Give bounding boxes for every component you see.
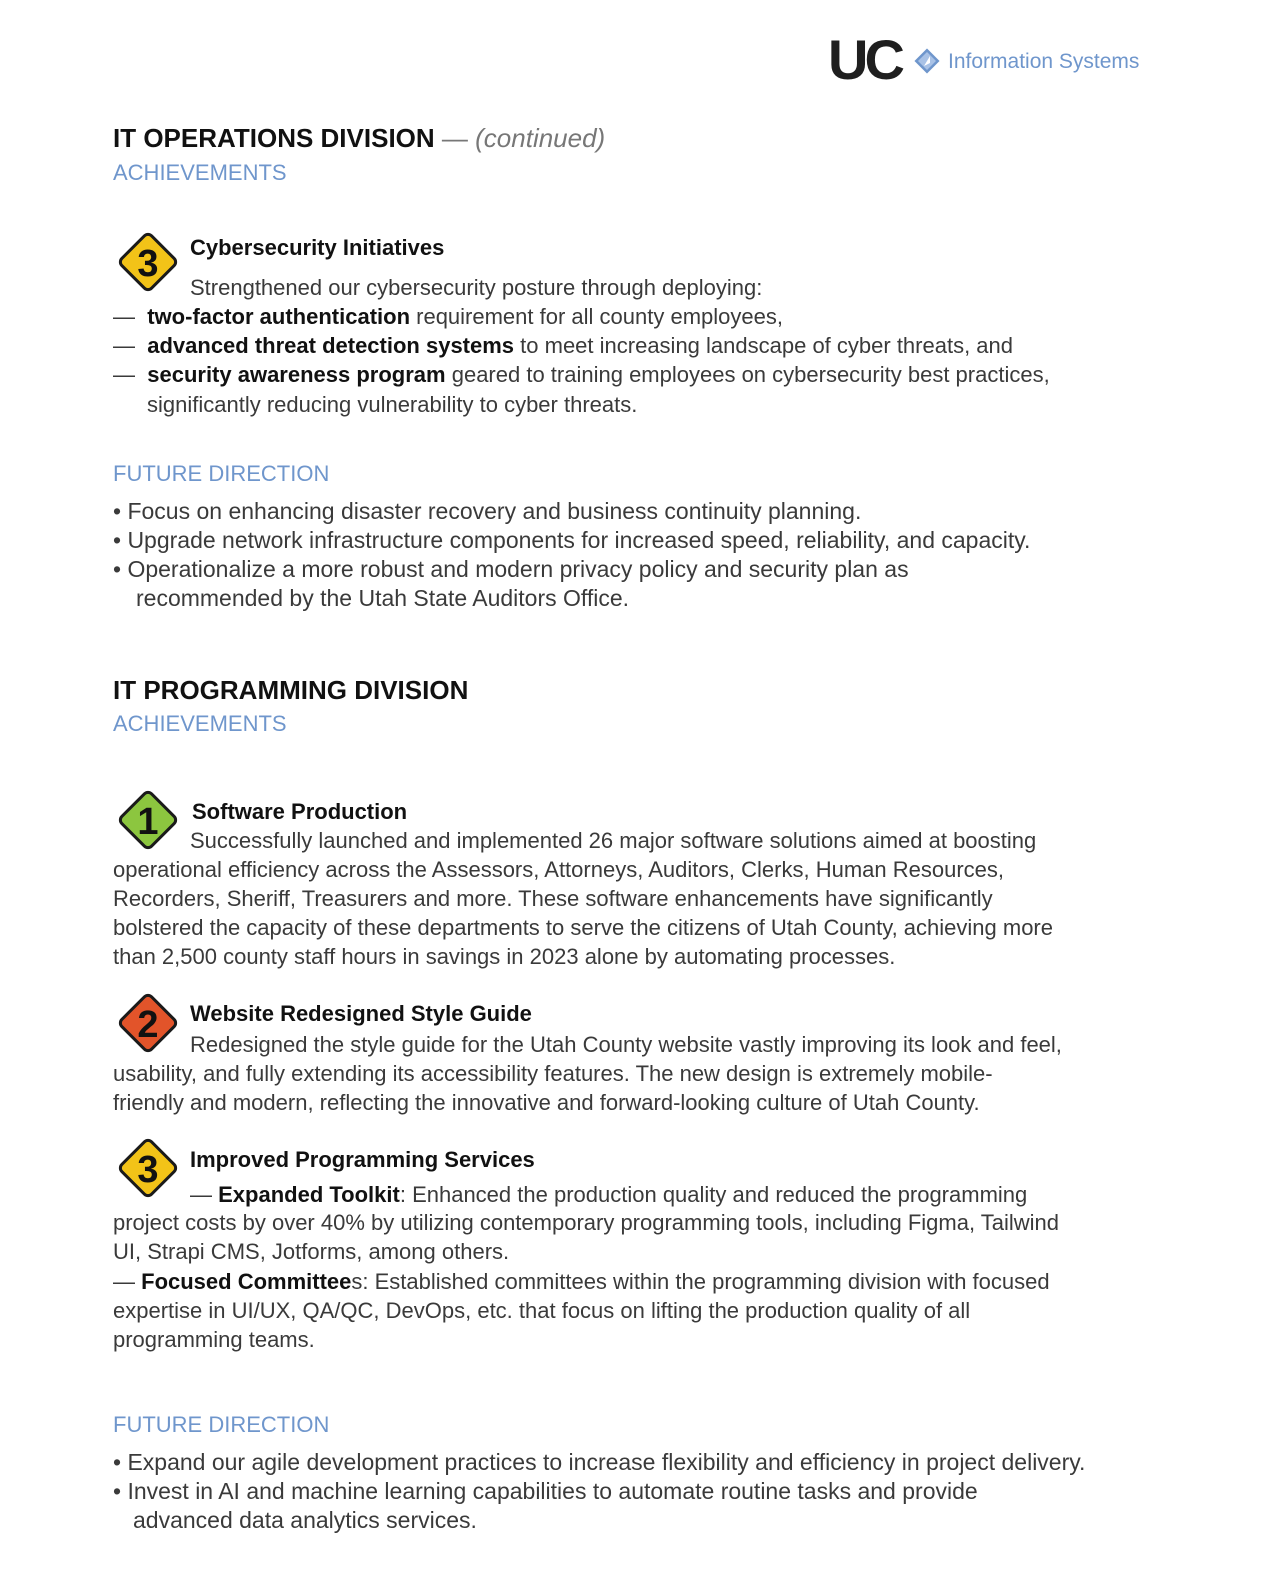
software-line: Recorders, Sheriff, Treasurers and more. These software enhancements have significantly xyxy=(113,886,993,911)
prog-future-label: FUTURE DIRECTION xyxy=(113,1412,330,1437)
toolkit-line xyxy=(190,1180,1027,1209)
committees-dash: — xyxy=(113,1269,142,1294)
ops-title-continued: (continued) xyxy=(475,123,606,153)
bullet-bold: advanced threat detection systems xyxy=(147,333,515,358)
bullet-rest: geared to training employees on cybersecurity best practices, xyxy=(445,362,1050,387)
logo-mark: UC xyxy=(828,28,901,91)
badge-number: 1 xyxy=(137,801,159,843)
diamond-logo-icon xyxy=(912,46,942,76)
committees-rest: s: Established committees within the programming division with focused xyxy=(351,1269,1050,1294)
ops-future-item-cont: recommended by the Utah State Auditors Office. xyxy=(136,585,630,611)
cyber-bullet-3 xyxy=(113,360,1050,389)
toolkit-line: UI, Strapi CMS, Jotforms, among others. xyxy=(113,1239,510,1264)
badge-3-icon xyxy=(112,226,184,298)
toolkit-line: project costs by over 40% by utilizing contemporary programming tools, including Figma, Tailwind xyxy=(113,1210,1060,1235)
website-style-guide-title: Website Redesigned Style Guide xyxy=(190,1001,532,1026)
software-line: operational efficiency across the Assessors, Attorneys, Auditors, Clerks, Human Resources, xyxy=(113,857,1004,882)
cyber-bullet-2 xyxy=(113,331,1013,360)
toolkit-rest: : Enhanced the production quality and reduced the programming xyxy=(399,1182,1028,1207)
ops-future-item: • Upgrade network infrastructure components for increased speed, reliability, and capacity. xyxy=(113,527,1031,553)
committees-line: expertise in UI/UX, QA/QC, DevOps, etc. that focus on lifting the production quality of all xyxy=(113,1298,971,1323)
org-logo xyxy=(828,28,1168,91)
bullet-dash: — xyxy=(113,362,135,387)
toolkit-bold: Expanded Toolkit xyxy=(218,1182,400,1207)
ops-title-text: IT OPERATIONS DIVISION xyxy=(113,123,435,153)
prog-future-item: • Expand our agile development practices to increase flexibility and efficiency in project delivery. xyxy=(113,1449,1086,1475)
cybersecurity-intro: Strengthened our cybersecurity posture through deploying: xyxy=(190,275,763,300)
cyber-bullet-1 xyxy=(113,302,783,331)
programming-services-title: Improved Programming Services xyxy=(190,1147,535,1172)
ops-achievements-label: ACHIEVEMENTS xyxy=(113,160,287,185)
prog-achievements-label: ACHIEVEMENTS xyxy=(113,711,287,736)
prog-future-item: • Invest in AI and machine learning capabilities to automate routine tasks and provide xyxy=(113,1478,978,1504)
badge-1-icon xyxy=(112,784,184,856)
bullet-dash: — xyxy=(113,304,135,329)
ops-future-label: FUTURE DIRECTION xyxy=(113,461,330,486)
bullet-bold: two-factor authentication xyxy=(147,304,411,329)
cyber-bullet-3-cont: significantly reducing vulnerability to cyber threats. xyxy=(147,392,638,417)
prog-future-item-cont: advanced data analytics services. xyxy=(133,1507,477,1533)
ops-division-title xyxy=(113,122,605,154)
badge-number: 3 xyxy=(137,1149,159,1191)
badge-2-icon xyxy=(112,987,184,1059)
bullet-bold: security awareness program xyxy=(147,362,446,387)
website-line: Redesigned the style guide for the Utah County website vastly improving its look and feel, xyxy=(190,1032,1062,1057)
website-line: usability, and fully extending its accessibility features. The new design is extremely mobile- xyxy=(113,1061,993,1086)
prog-division-title: IT PROGRAMMING DIVISION xyxy=(113,675,469,705)
software-line: bolstered the capacity of these departments to serve the citizens of Utah County, achieving more xyxy=(113,915,1053,940)
software-production-title: Software Production xyxy=(192,799,408,824)
ops-future-item: • Focus on enhancing disaster recovery and business continuity planning. xyxy=(113,498,862,524)
committees-line: programming teams. xyxy=(113,1327,315,1352)
bullet-rest: requirement for all county employees, xyxy=(410,304,783,329)
badge-3-icon xyxy=(112,1132,184,1204)
website-line: friendly and modern, reflecting the innovative and forward-looking culture of Utah County. xyxy=(113,1090,980,1115)
software-line: Successfully launched and implemented 26 major software solutions aimed at boosting xyxy=(190,828,1037,853)
badge-number: 2 xyxy=(137,1004,159,1046)
software-line: than 2,500 county staff hours in savings in 2023 alone by automating processes. xyxy=(113,944,896,969)
badge-number: 3 xyxy=(137,243,159,285)
cybersecurity-title: Cybersecurity Initiatives xyxy=(190,235,445,260)
bullet-dash: — xyxy=(113,333,135,358)
committees-line xyxy=(113,1267,1050,1296)
logo-text: Information Systems xyxy=(948,50,1140,73)
ops-title-dash: — xyxy=(441,123,468,153)
bullet-rest: to meet increasing landscape of cyber threats, and xyxy=(514,333,1013,358)
toolkit-dash: — xyxy=(190,1182,219,1207)
ops-future-item: • Operationalize a more robust and modern privacy policy and security plan as xyxy=(113,556,909,582)
committees-bold: Focused Committee xyxy=(141,1269,352,1294)
